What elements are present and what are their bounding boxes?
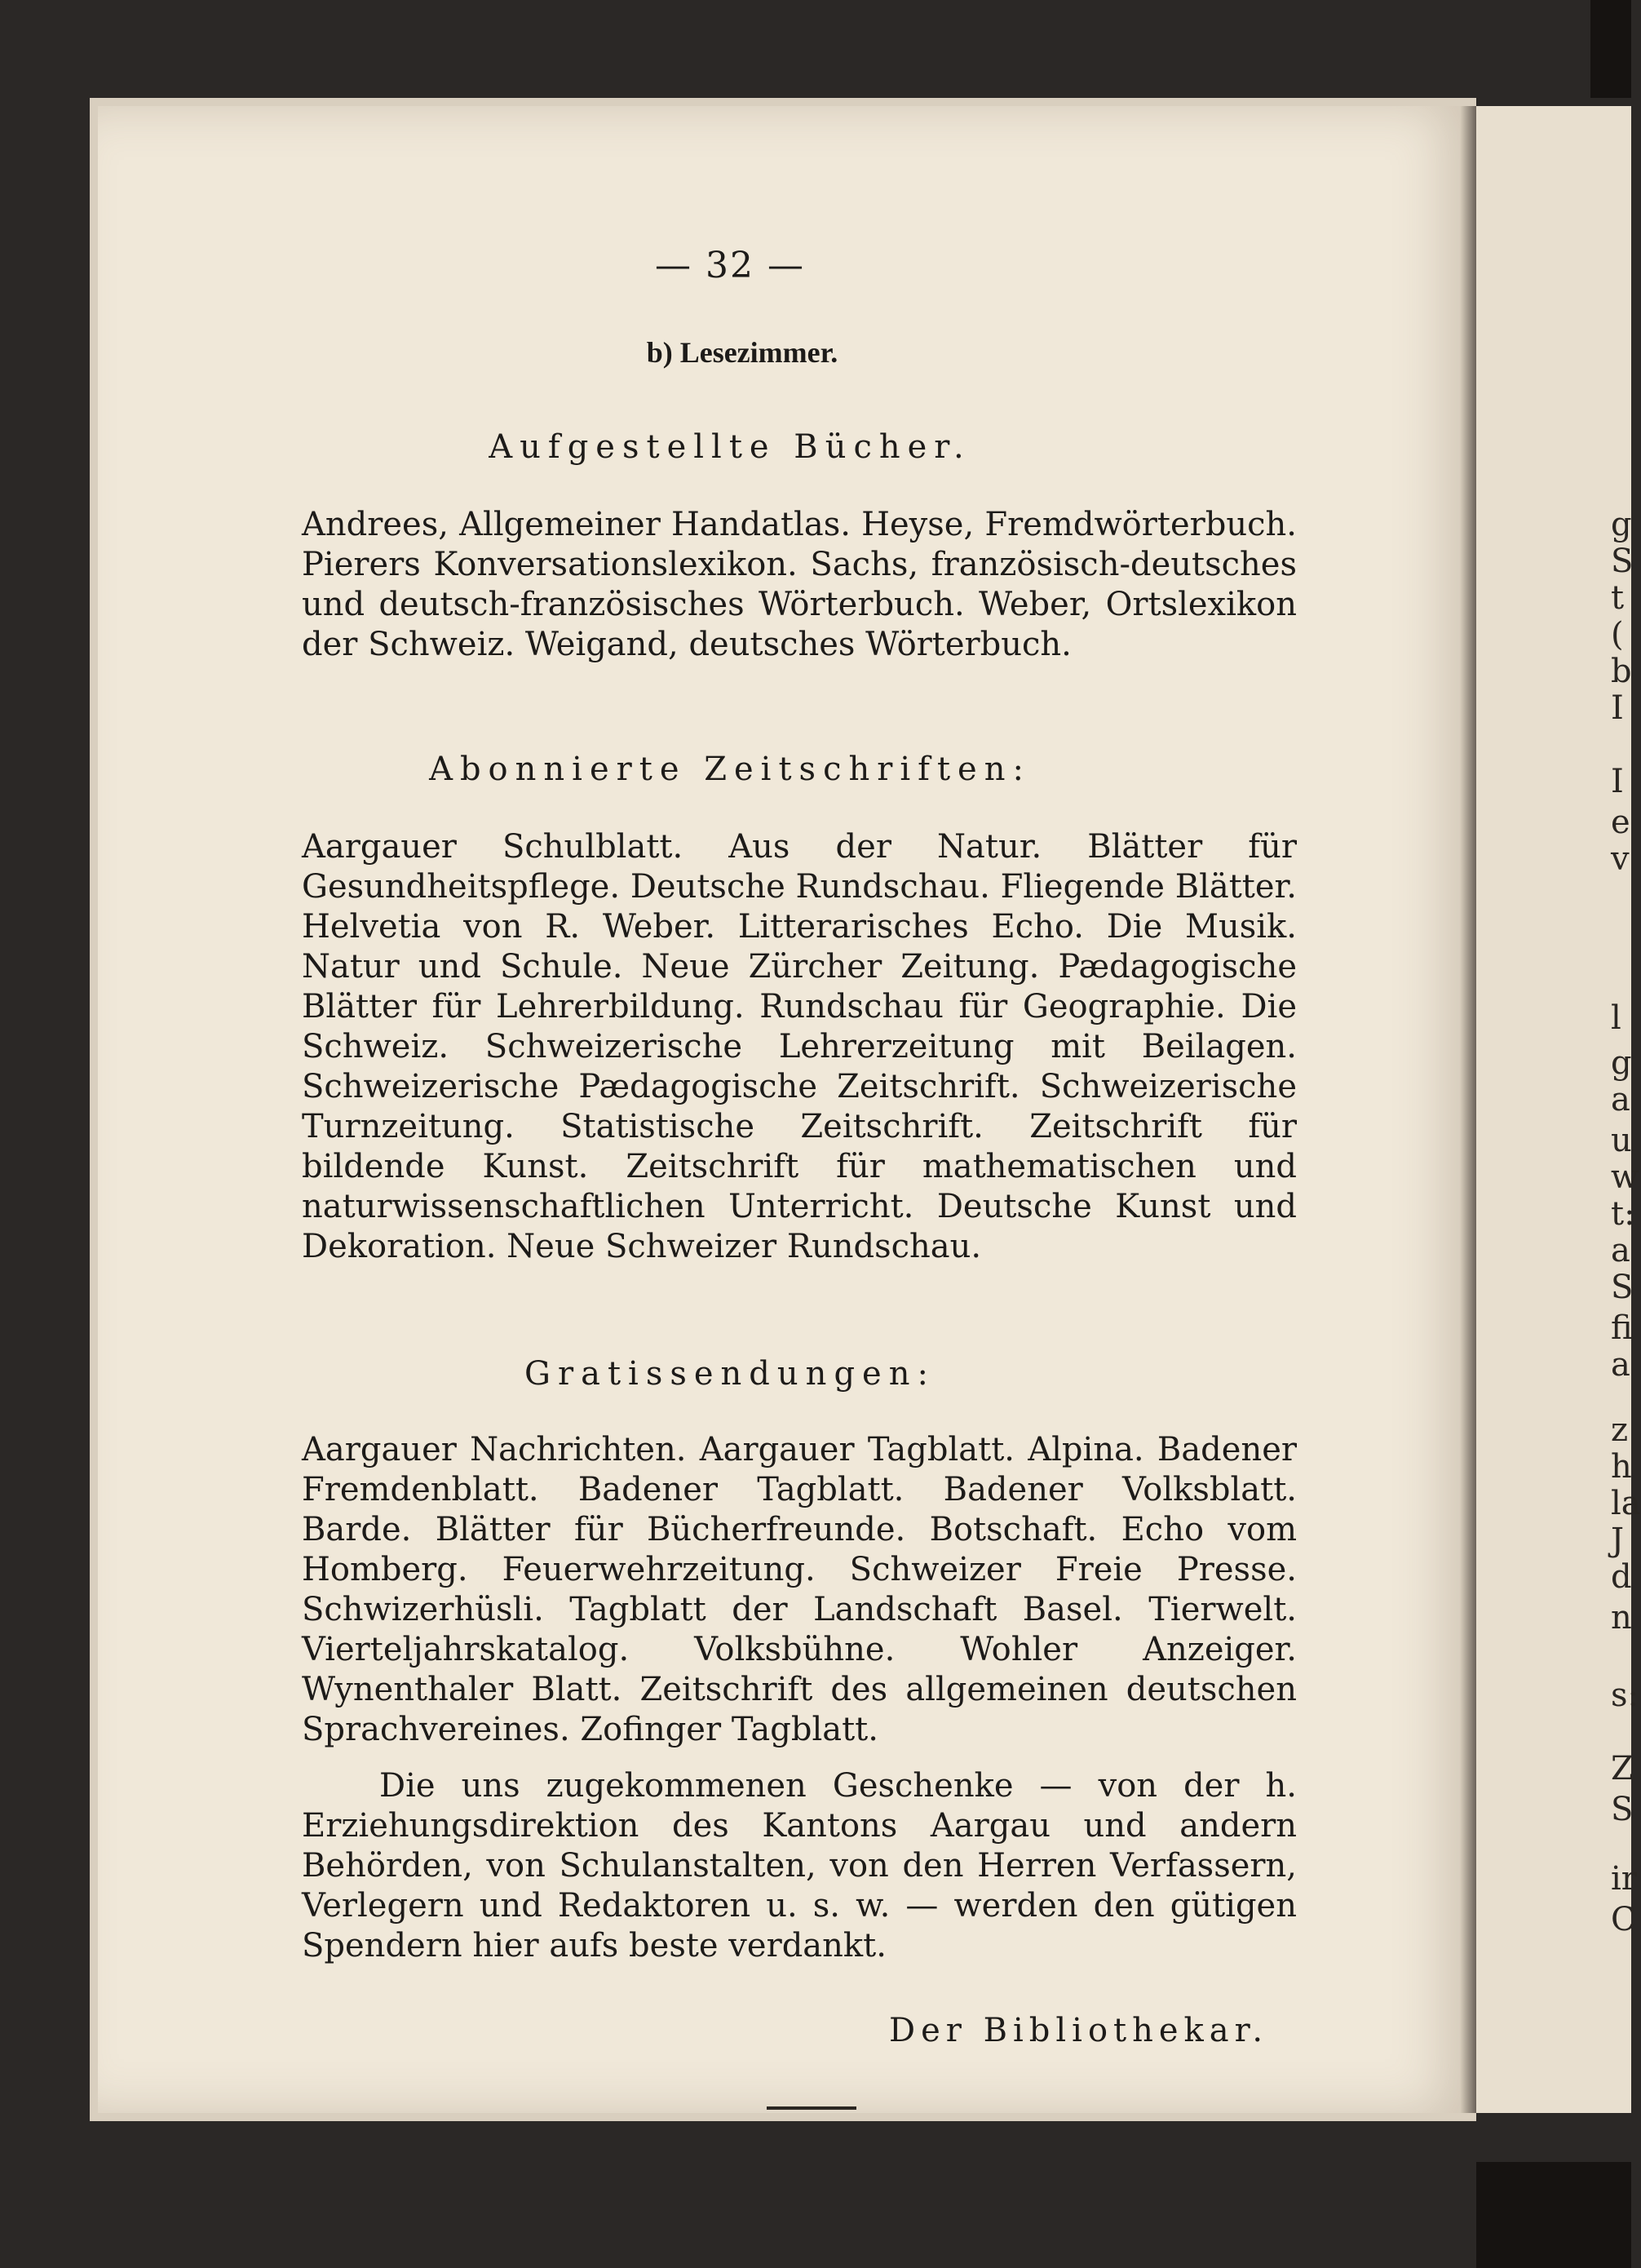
right-fragment: fi [1611,1309,1633,1347]
background-bottom [1476,2162,1631,2268]
right-fragment: la [1611,1485,1641,1522]
right-fragment: ( [1611,616,1624,653]
right-fragment: n [1611,1599,1632,1637]
page-content [204,245,1305,2110]
right-fragment: S [1611,1791,1634,1828]
free-issues-paragraph: Aargauer Nachrichten. Aargauer Tagblatt. Alpina. Badener Fremdenblatt. Badener Tagblatt. Badener Volksblatt. Barde. Blätter für Bücherfreunde. Botschaft. Echo vom Homberg. Feuerwehrzeitung. Schweizer Freie Presse. Schwizerhüsli. Tagblatt der Landschaft Basel. Tierwelt. Vierteljahrskatalog. Volksbühne. Wohler Anzeiger. Wynenthaler Blatt. Zeitschrift des allgemeinen deutschen Sprachvereines. Zofinger Tagblatt. [302,1431,1297,1748]
right-fragment: S [1611,543,1634,580]
right-fragment: C [1611,1901,1636,1938]
right-fragment: t: [1611,1195,1635,1233]
right-fragment: g [1611,1044,1632,1082]
right-fragment: S [1611,1269,1634,1306]
right-fragment: a [1611,1081,1630,1118]
right-fragment: a [1611,1232,1630,1269]
right-fragment: w [1611,1158,1639,1196]
right-fragment: t [1611,579,1625,617]
closing-rule [767,2106,856,2110]
signature: Der Bibliothekar. [889,2012,1269,2049]
right-fragment: e [1611,804,1630,841]
right-fragment: I [1611,689,1624,727]
right-fragment: b [1611,653,1632,690]
right-fragment: ir [1611,1860,1637,1898]
right-fragment: d [1611,1558,1632,1596]
right-fragment: v [1611,840,1630,878]
right-fragment: s: [1611,1677,1639,1714]
right-fragment: I [1611,763,1624,800]
journals-paragraph: Aargauer Schulblatt. Aus der Natur. Blätter für Gesundheitspflege. Deutsche Rundschau. Fliegende Blätter. Helvetia von R. Weber. Litterarisches Echo. Die Musik. Natur und Schule. Neue Zürcher Zeitung. Pædagogische Blätter für Lehrerbildung. Rundschau für Geographie. Die Schweiz. Schweizerische Lehrerzeitung mit Beilagen. Schweizerische Pædagogische Zeitschrift. Schweizerische Turnzeitung. Statistische Zeitschrift. Zeitschrift für bildende Kunst. Zeitschrift für mathematischen und naturwissenschaftlichen Unterricht. Deutsche Kunst und Dekoration. Neue Schweizer Rundschau. [302,828,1297,1265]
right-fragment: J [1611,1522,1625,1559]
books-heading: Aufgestellte Bücher. [489,428,971,466]
right-fragment: g [1611,506,1632,543]
page-number: — 32 — [655,245,805,286]
background-top [1590,0,1631,98]
thanks-paragraph: Die uns zugekommenen Geschenke — von der h. Erziehungsdirektion des Kantons Aargau und andern Behörden, von Schulanstalten, von den Herren Verfassern, Verlegern und Redaktoren u. s. w. — werden den gütigen Spendern hier aufs beste verdankt. [302,1767,1297,1965]
section-heading: b) Lesezimmer. [646,336,838,369]
right-fragment: l [1611,999,1621,1037]
right-fragment: z [1611,1411,1629,1449]
right-fragment: h [1611,1448,1632,1486]
journals-heading: Abonnierte Zeitschriften: [429,751,1031,788]
right-page [1476,106,1634,2113]
right-fragment: Z [1611,1750,1634,1787]
books-paragraph: Andrees, Allgemeiner Handatlas. Heyse, Fremdwörterbuch. Pierers Konversationslexikon. Sachs, französisch-deutsches und deutsch-französisches Wörterbuch. Weber, Ortslexikon der Schweiz. Weigand, deutsches Wörterbuch. [302,506,1297,663]
book-gutter [1460,106,1476,2113]
free-issues-heading: Gratissendungen: [524,1355,936,1393]
right-fragment: a [1611,1346,1630,1384]
right-fragment: u [1611,1122,1632,1159]
